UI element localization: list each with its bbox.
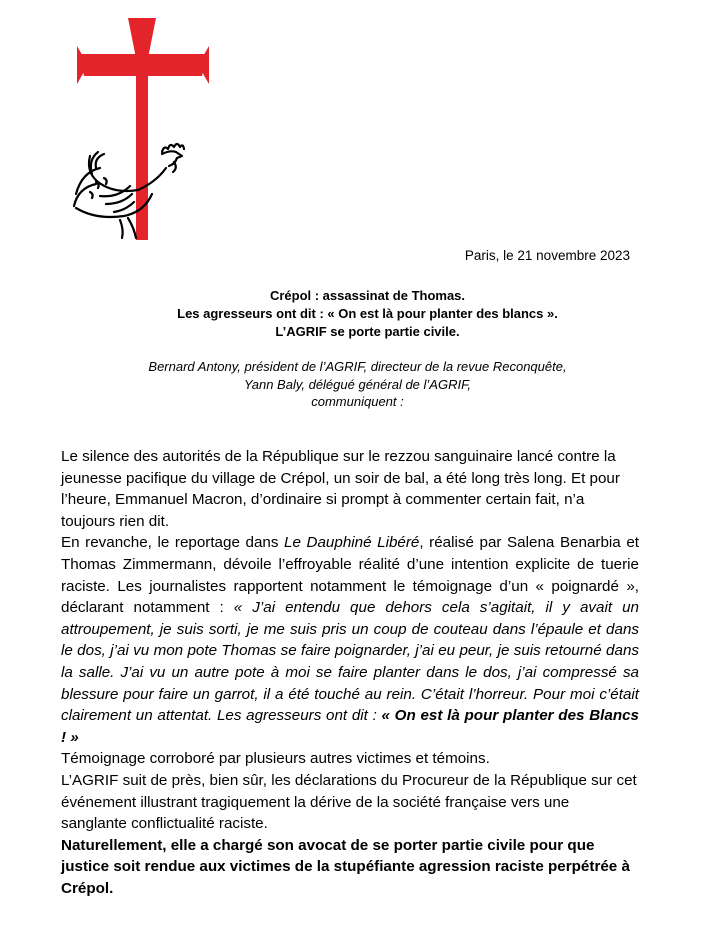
title-line: L’AGRIF se porte partie civile.	[275, 324, 460, 339]
body-paragraph: Témoignage corroboré par plusieurs autres victimes et témoins.	[61, 750, 490, 768]
body-paragraph: L’AGRIF suit de près, bien sûr, les déclarations du Procureur de la République sur cet événement illustrant tragiquement la dérive de la société française vers une sanglante conflictualité raciste.	[61, 771, 637, 833]
author-line: Bernard Antony, président de l’AGRIF, directeur de la revue Reconquête,	[148, 359, 567, 374]
body-text-span: , réalisé par Salena Benarbia et Thomas Zimmermann, dévoile l’effroyable réalité d’une intention explicite de tuerie raciste. Les journalistes rapportent notamment le témoignage d’un « poignardé », déclarant notamment :	[61, 534, 639, 617]
cross-and-rooster-icon	[62, 18, 222, 243]
document-date: Paris, le 21 novembre 2023	[464, 248, 630, 263]
witness-quote: « J’ai entendu que dehors cela s’agitait, il y avait un attroupement, je suis sorti, je me suis pris un coup de couteau dans l’épaule et dans le dos, j’ai vu mon pote Thomas se faire poignarder, j’ai eu peur, je suis retourné dans la salle. J’ai vu un autre pote à moi se faire planter dans le dos, j’ai compressé sa blessure pour faire un garrot, il a été touché au rein. C’était l’horreur. Pour moi c’était clairement un attentat. Les agresseurs ont dit :	[61, 599, 639, 725]
press-release-title	[0, 287, 715, 341]
article-body	[61, 446, 639, 899]
body-text-span: En revanche, le reportage dans	[61, 534, 285, 552]
title-line: Crépol : assassinat de Thomas.	[269, 288, 466, 303]
author-line: communiquent :	[311, 394, 404, 409]
body-paragraph	[61, 532, 639, 748]
authors-block	[0, 358, 715, 411]
conclusion-paragraph: Naturellement, elle a chargé son avocat de se porter partie civile pour que justice soit rendue aux victimes de la stupéfiante agression raciste perpétrée à Crépol.	[61, 836, 630, 897]
title-line: Les agresseurs ont dit : « On est là pour planter des blancs ».	[177, 306, 558, 321]
newspaper-name: Le Dauphiné Libéré	[284, 534, 420, 552]
witness-quote-emphasis: « On est là pour planter des Blancs ! »	[61, 707, 639, 746]
author-line: Yann Baly, délégué général de l’AGRIF,	[244, 376, 471, 392]
body-paragraph: Le silence des autorités de la République sur le rezzou sanguinaire lancé contre la jeunesse pacifique du village de Crépol, un soir de bal, a été long très long. Et pour l’heure, Emmanuel Macron, d’ordinaire si prompt à commenter certain fait, n’a toujours rien dit.	[61, 448, 620, 530]
